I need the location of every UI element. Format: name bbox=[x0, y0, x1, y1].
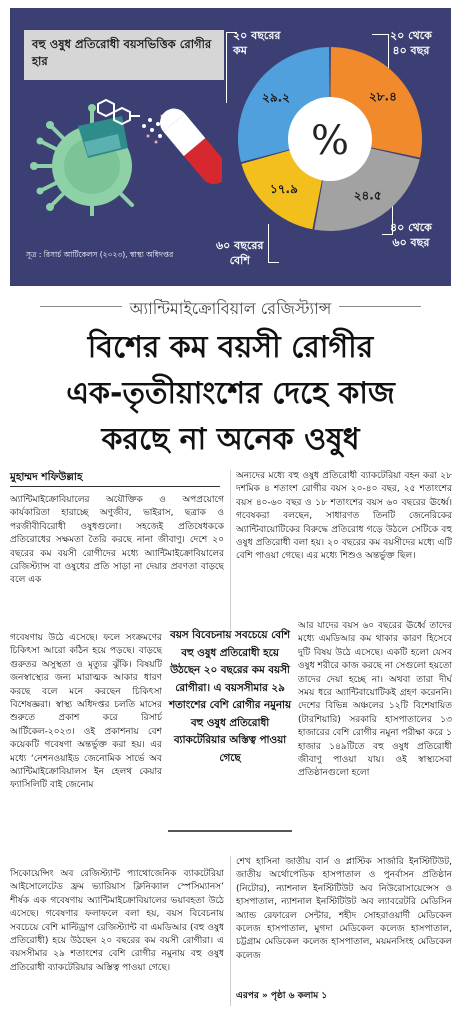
body-column-1-bottom: সিকোয়েন্সিং অব রেজিস্ট্যান্ট প্যাথোজেনিক ব্যাকটেরিয়া আইসোলেটেড ফ্রম ভ্যারিয়াস ক্লিনিক্যাল স্পেসিম্যানস’ শীর্ষক এক গবেষণায় অ্যান্টিমাইক্রোবিয়ালের ভয়াবহতা উঠে এসেছে। গবেষণার ফলাফলে বলা হয়, বয়স বিবেচনায় সবচেয়ে বেশি মাল্টিড্রাগ রেজিস্ট্যান্ট বা এমডিআর (বহু ওষুধ প্রতিরোধী) হয়ে উঠছেন ২০ বছরের কম বয়সী রোগীরা। এ বয়সসীমার ২৯ শতাংশের বেশি রোগীর নমুনায় বহু ওষুধ প্রতিরোধী ব্যাকটেরিয়ার অস্তিত্ব পাওয়া গেছে। bbox=[10, 869, 224, 973]
percent-symbol: % bbox=[310, 118, 350, 164]
capsule-icon bbox=[154, 103, 222, 190]
article-byline: মুহাম্মদ শফিউল্লাহ bbox=[10, 471, 83, 483]
body-column-2-bottom: শেখ হাসিনা জাতীয় বার্ন ও প্লাস্টিক সার্জারি ইনস্টিটিউট, জাতীয় অর্থোপেডিক হাসপাতাল ও পুনর্বাসন প্রতিষ্ঠান (নিটোর), ন্যাশনাল ইনস্টিটিউট অব নিউরোসায়েন্সেস ও হাসপাতাল, ন্যাশনাল ইনস্টিটিউট অব ল্যাবরেটরি মেডিসিন অ্যান্ড রেফারেল সেন্টার, শহীদ সোহরাওয়ার্দী মেডিকেল কলেজ হাসপাতাল, মুগদা মেডিকেল কলেজ হাসপাতাল, চট্টগ্রাম মেডিকেল কলেজ হাসপাতাল, ময়মনসিংহ মেডিকেল কলেজ bbox=[236, 857, 452, 961]
donut-chart bbox=[235, 44, 425, 234]
label-40to60: ৪০ থেকে ৬০ বছর bbox=[390, 221, 432, 249]
label-over60: ৬০ বছরের বেশি bbox=[216, 239, 264, 267]
byline-rule bbox=[10, 486, 220, 487]
continued-jump[interactable]: এরপর » পৃষ্ঠা ৬ কলাম ১ bbox=[236, 991, 328, 1001]
body-column-1-top: অ্যান্টিমাইক্রোবিয়ালের অযৌক্তিক ও অপপ্রয়োগে কার্যকারিতা হারাচ্ছে অণুজীব, ভাইরাস, ছত্রাক ও পরজীবীবিরোধী ওষুধগুলো। সহজেই প্রতিষেধককে প্রতিরোধের সক্ষমতা তৈরি করছে নানা জীবাণু। দেশে ২০ বছরের কম বয়সী রোগীদের মধ্যে অ্যান্টিমাইক্রোবিয়ালের রেজিস্ট্যান্স বা ওষুধের প্রতি সাড়া না দেয়ার প্রবণতা বাড়ছে বলে এক bbox=[10, 495, 224, 586]
bacteria-capsule-illustration bbox=[22, 86, 222, 216]
column-divider-bottom bbox=[230, 856, 231, 1006]
body-column-2-narrow: আর যাদের বয়স ৬০ বছরের ঊর্ধ্বে তাদের মধ্যে এমডিআর কম থাকার কারণ হিসেবে দুটি বিষয় উঠে এসেছে। একটি হলো যেসব ওষুধ শরীরে কাজ করছে না সেগুলো হয়তো তাদের দেয়া হচ্ছে না। অথবা তারা দীর্ঘ সময় ধরে অ্যান্টিবায়োটিকই গ্রহণ করেননি। দেশের বিভিন্ন অঞ্চলের ১২টি বিশেষায়িত (টারশিয়ারি) সরকারি হাসপাতালের ১৩ হাজারের বেশি রোগীর নমুনা পরীক্ষা করে ১ হাজার ১৪৯টিতে বহু ওষুধ প্রতিরোধী জীবাণু পাওয়া যায়। ওই স্বাস্থ্যসেবা প্রতিষ্ঠানগুলো হলো bbox=[298, 621, 452, 779]
article-kicker: অ্যান্টিমাইক্রোবিয়াল রেজিস্ট্যান্স bbox=[0, 296, 461, 323]
label-under20: ২০ বছরের কম bbox=[233, 29, 281, 57]
donut-value-label-2: ২৪.৫ bbox=[353, 188, 382, 203]
infographic-panel bbox=[10, 8, 451, 286]
donut-value-label-3: ১৭.৯ bbox=[269, 182, 298, 197]
infographic-title: বহু ওষুধ প্রতিরোধী বয়সভিত্তিক রোগীর হার bbox=[24, 30, 224, 80]
article-headline: বিশের কম বয়সী রোগীর এক-তৃতীয়াংশের দেহে কাজ করছে না অনেক ওষুধ bbox=[66, 330, 395, 457]
label-20to40: ২০ থেকে ৪০ বছর bbox=[390, 29, 432, 57]
infographic-source: সূত্র : রিসার্চ আর্টিকেলস (২০২৩), স্বাস্থ্য অধিদপ্তর bbox=[26, 250, 174, 259]
body-column-2-top: অন্যদের মধ্যে বহু ওষুধ প্রতিরোধী ব্যাকটেরিয়া বহন করা ২৮ দশমিক ৪ শতাংশ রোগীর বয়স ২০-৪০ বছর, ২৫ শতাংশের বয়স ৪০-৬০ বছর ও ১৮ শতাংশের বয়স ৬০ বছরের ঊর্ধ্বে। গবেষকরা বলছেন, সাধারণত তিনটি জেনেরিকের অ্যান্টিবায়োটিকের বিরুদ্ধে প্রতিরোধ গড়ে উঠলে সেটিকে বহু ওষুধ প্রতিরোধী বলা হয়। ২০ বছরের কম বয়সীদের মধ্যে এটি বেশি পাওয়া গেছে। এর মধ্যে শিশুও অন্তর্ভুক্ত ছিল। bbox=[236, 471, 452, 562]
pull-quote-rule bbox=[168, 830, 292, 832]
donut-value-label-4: ২৯.২ bbox=[262, 90, 290, 105]
donut-value-label-1: ২৮.৪ bbox=[368, 89, 397, 104]
column-divider-top bbox=[230, 470, 231, 630]
pull-quote: বয়স বিবেচনায় সবচেয়ে বেশি বহু ওষুধ প্রতিরোধী হয়ে উঠছেন ২০ বছরের কম বয়সী রোগীরা। এ বয়সসীমার ২৯ শতাংশের বেশি রোগীর নমুনায় বহু ওষুধ প্রতিরোধী ব্যাকটেরিয়ার অস্তিত্ব পাওয়া গেছে bbox=[168, 629, 292, 764]
body-column-1-narrow: গবেষণায় উঠে এসেছে। ফলে সংক্রমণের চিকিৎসা আরো কঠিন হয়ে পড়ছে। বাড়ছে গুরুতর অসুস্থতা ও মৃত্যুর ঝুঁকি। বিষয়টি জনস্বাস্থ্যের জন্য মারাত্মক আকার ধারণ করছে বলে মনে করছেন চিকিৎসা বিশেষজ্ঞরা। স্বাস্থ্য অধিদপ্তর চলতি মাসের শুরুতে প্রকাশ করে রিসার্চ আর্টিকেল-২০২৩। ওই প্রকাশনায় বেশ কয়েকটি গবেষণা অন্তর্ভুক্ত করা হয়। এর মধ্যে ‘নেশনওয়াইড জেনোমিক সার্ভে অব অ্যান্টিমাইক্রোবিয়ালস ইন হেলথ কেয়ার ফ্যাসিলিটি বাই জেনোম bbox=[10, 633, 162, 791]
